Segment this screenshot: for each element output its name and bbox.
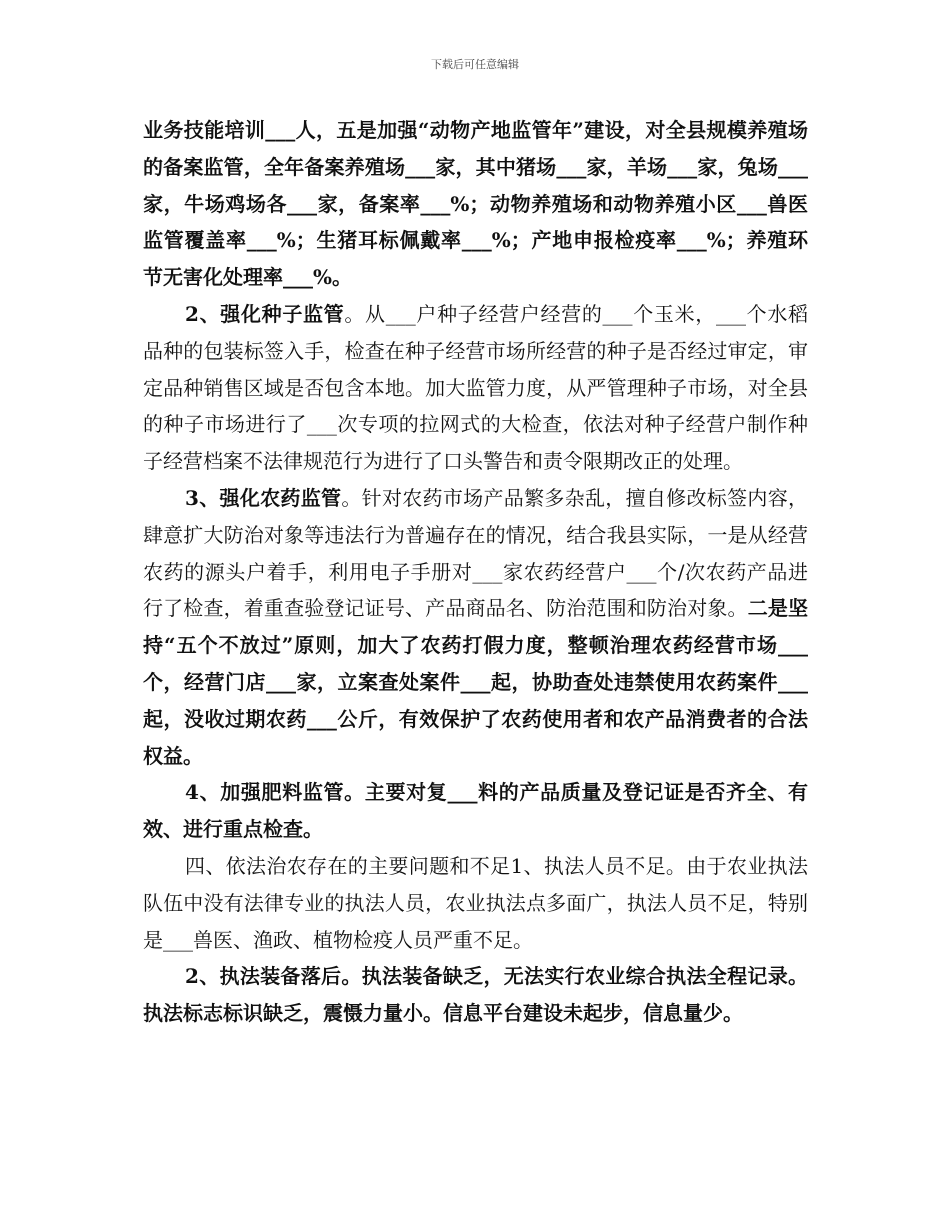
paragraph-text-bold: 二是坚持“五个不放过”原则，加大了农药打假力度，整顿治理农药经营市场___个，经营门店___家，立案查处案件___起，协助查处违禁使用农药案件___起，没收过期农药___公斤，有效保护了农药使用者和农产品消费者的合法权益。 <box>143 596 808 768</box>
paragraph-text: 。从___户种子经营户经营的___个玉米，___个水稻品种的包装标签入手，检查在种子经营市场所经营的种子是否经过审定，审定品种销售区域是否包含本地。加大监管力度，从严管理种子市场，对全县的种子市场进行了___次专项的拉网式的大检查，依法对种子经营户制作种子经营档案不法律规范行为进行了口头警告和责令限期改正的处理。 <box>143 301 809 474</box>
paragraph-seed-supervision <box>143 296 808 480</box>
paragraph-equipment <box>143 958 808 1032</box>
paragraph-heading: 2、强化种子监管 <box>185 301 345 326</box>
paragraph-problems <box>143 848 808 958</box>
paragraph-text: 4、加强肥料监管。主要对复___料的产品质量及登记证是否齐全、有效、进行重点检查。 <box>143 780 808 842</box>
paragraph-pesticide-supervision <box>143 480 808 774</box>
paragraph-livestock-supervision <box>143 112 808 296</box>
paragraph-fertilizer-supervision <box>143 774 808 848</box>
paragraph-text: 2、执法装备落后。执法装备缺乏，无法实行农业综合执法全程记录。执法标志标识缺乏，震慑力量小。信息平台建设未起步，信息量少。 <box>143 964 808 1026</box>
page-header: 下载后可任意编辑 <box>431 58 519 71</box>
paragraph-text: 四、依法治农存在的主要问题和不足1、执法人员不足。由于农业执法队伍中没有法律专业的执法人员，农业执法点多面广，执法人员不足，特别是___兽医、渔政、植物检疫人员严重不足。 <box>143 853 808 952</box>
paragraph-text: 业务技能培训___人，五是加强“动物产地监管年”建设，对全县规模养殖场的备案监管，全年备案养殖场___家，其中猪场___家，羊场___家，兔场___家，牛场鸡场各___家，备案率___%；动物养殖场和动物养殖小区___兽医监管覆盖率___%；生猪耳标佩戴率___%；产地申报检疫率___%；养殖环节无害化处理率___%。 <box>143 118 808 290</box>
paragraph-heading: 3、强化农药监管 <box>185 485 342 510</box>
paragraph-text: 。针对农药市场产品繁多杂乱，擅自修改标签内容，肆意扩大防治对象等违法行为普遍存在的情况，结合我县实际，一是从经营农药的源头户着手，利用电子手册对___家农药经营户___个/次农药产品进行了检查，着重查验登记证号、产品商品名、防治范围和防治对象。 <box>143 485 809 621</box>
document-body <box>143 112 808 1032</box>
